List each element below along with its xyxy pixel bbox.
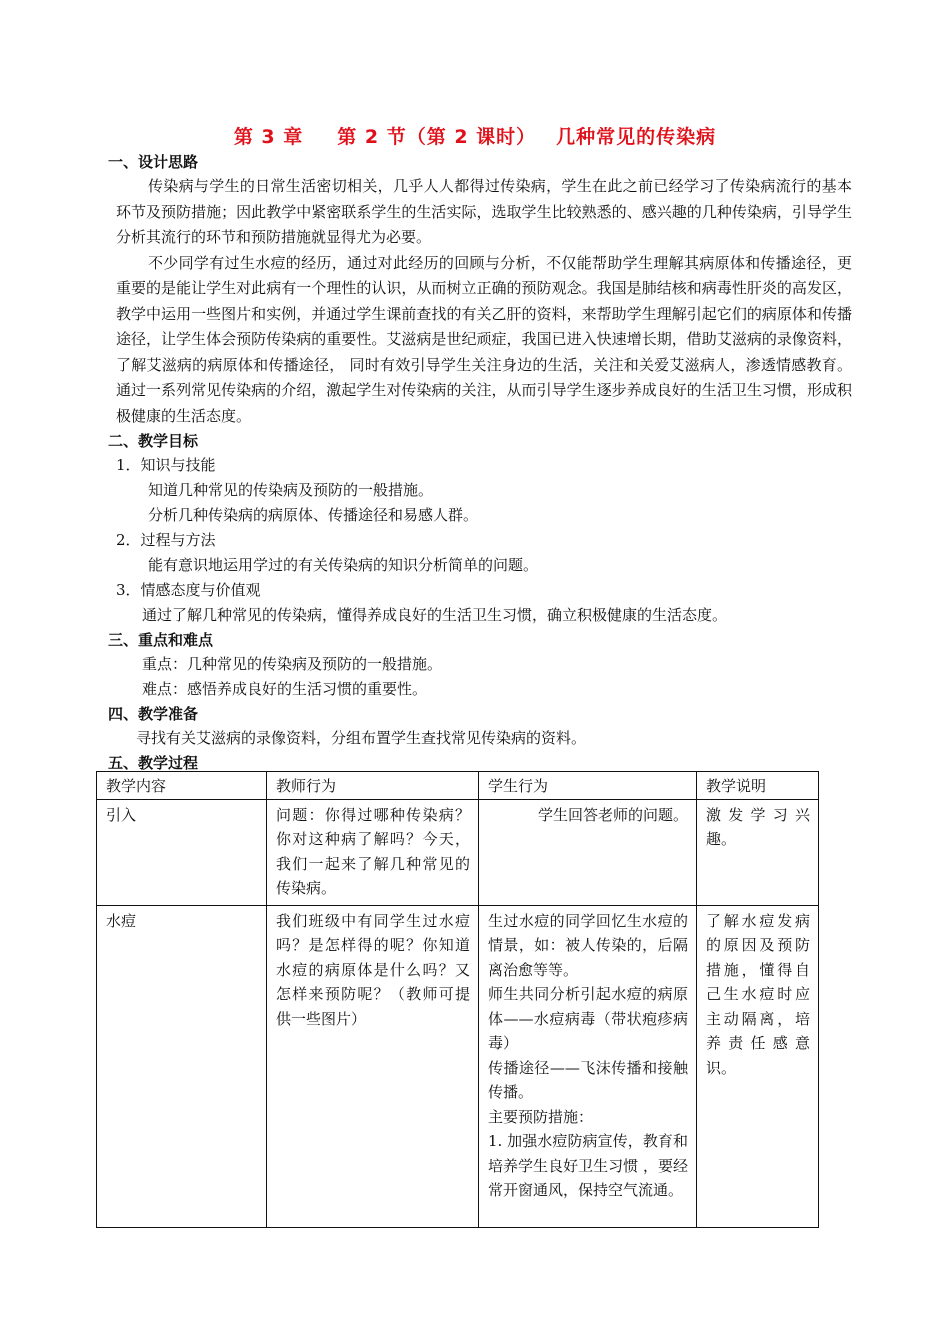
keypoint-difficult: 难点：感悟养成良好的生活习惯的重要性。 [142,680,428,698]
table-header-row [97,772,819,800]
table-cell-teacher: 问题：你得过哪种传染病？你对这种病了解吗？今天，我们一起来了解几种常见的传染病。 [267,799,479,905]
teaching-process-table [96,771,819,1228]
goal-knowledge-item-2: 分析几种传染病的病原体、传播途径和易感人群。 [148,506,479,524]
goal-attitude-title: 3．情感态度与价值观 [116,581,261,599]
table-header-cell: 学生行为 [479,772,697,800]
student-line: 主要预防措施： [488,1107,594,1126]
design-heading: 一、设计思路 [108,153,199,171]
title-chapter: 第 3 章 [233,126,304,148]
document-body [108,150,852,775]
student-line: 1. 加强水痘防病宣传，教育和培养学生良好卫生习惯 ，要经常开窗通风，保持空气流通。 [488,1132,688,1199]
student-line: 师生共同分析引起水痘的病原体——水痘病毒（带状疱疹病毒） [488,985,688,1052]
table-cell-note: 激发学习兴趣。 [697,799,819,905]
table-row [97,905,819,1227]
student-line: 生过水痘的同学回忆生水痘的情景，如：被人传染的，后隔离治愈等等。 [488,911,688,979]
goal-process-item: 能有意识地运用学过的有关传染病的知识分析简单的问题。 [148,556,539,574]
table-cell-student: 学生回答老师的问题。 [479,799,697,905]
prep-heading: 四、教学准备 [108,705,199,723]
design-paragraph-2: 不少同学有过生水痘的经历，通过对此经历的回顾与分析，不仅能帮助学生理解其病原体和传播途径，更重要的是能让学生对此病有一个理性的认识，从而树立正确的预防观念。我国是肺结核和病毒性肝炎的高发区，教学中运用一些图片和实例，并通过学生课前查找的有关乙肝的资料，来帮助学生理解引起它们的病原体和传播途径，让学生体会预防传染病的重要性。艾滋病是世纪顽症，我国已进入快速增长期，借助艾滋病的录像资料，了解艾滋病的病原体和传播途径， 同时有效引导学生关注身边的生活，关注和关爱艾滋病人，渗透情感教育。通过一系列常见传染病的介绍，激起学生对传染病的关注，从而引导学生逐步养成良好的生活卫生习惯，形成积极健康的生活态度。 [116,253,852,425]
page-title [0,122,950,149]
table-cell-student [479,905,697,1227]
table-cell-teacher: 我们班级中有同学生过水痘吗？是怎样得的呢？你知道水痘的病原体是什么吗？又怎样来预防呢？（教师可提供一些图片） [267,905,479,1227]
prep-text: 寻找有关艾滋病的录像资料，分组布置学生查找常见传染病的资料。 [136,729,587,747]
keypoint-key: 重点：几种常见的传染病及预防的一般措施。 [142,655,443,673]
table-header-cell: 教师行为 [267,772,479,800]
table-header-cell: 教学说明 [697,772,819,800]
table-cell-content: 水痘 [97,905,267,1227]
student-line: 传播途径——飞沫传播和接触传播。 [488,1058,688,1101]
table-cell-note: 了解水痘发病的原因及预防措施，懂得自己生水痘时应主动隔离，培养责任感意识。 [697,905,819,1227]
goals-heading: 二、教学目标 [108,432,199,450]
goal-knowledge-title: 1．知识与技能 [116,456,216,474]
goal-process-title: 2．过程与方法 [116,531,216,549]
design-paragraph-1: 传染病与学生的日常生活密切相关，几乎人人都得过传染病，学生在此之前已经学习了传染病流行的基本环节及预防措施；因此教学中紧密联系学生的生活实际，选取学生比较熟悉的、感兴趣的几种传染病，引导学生分析其流行的环节和预防措施就显得尤为必要。 [116,177,852,246]
goal-attitude-item: 通过了解几种常见的传染病，懂得养成良好的生活卫生习惯，确立积极健康的生活态度。 [142,606,728,624]
keypoints-heading: 三、重点和难点 [108,631,214,649]
title-topic: 几种常见的传染病 [556,126,717,148]
title-section: 第 2 节（第 2 课时） [337,126,537,148]
goal-knowledge-item-1: 知道几种常见的传染病及预防的一般措施。 [148,481,434,499]
table-cell-content: 引入 [97,799,267,905]
process-heading: 五、教学过程 [108,754,199,772]
table-header-cell: 教学内容 [97,772,267,800]
table-row [97,799,819,905]
